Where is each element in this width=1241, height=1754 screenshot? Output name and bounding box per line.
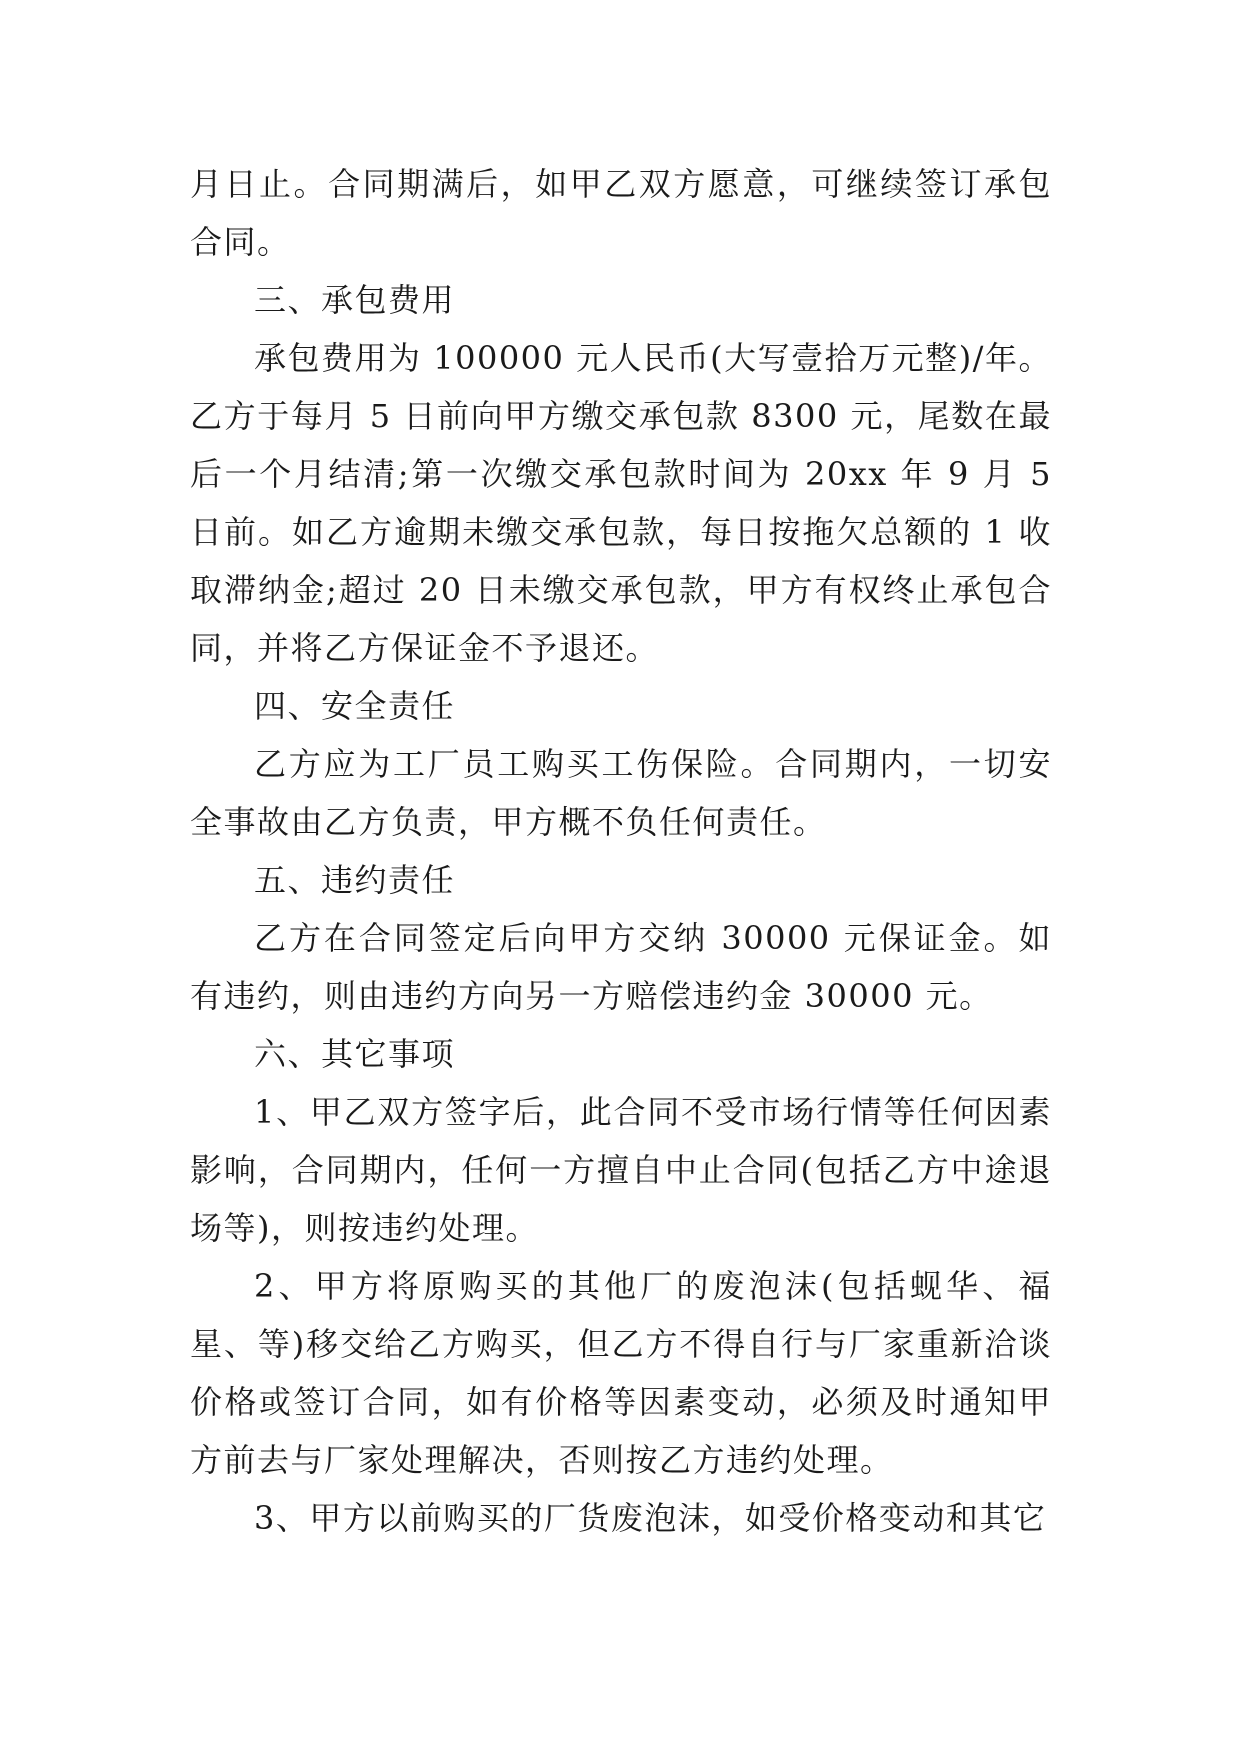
paragraph-other-matters-3: 3、甲方以前购买的厂货废泡沫，如受价格变动和其它 [254,1499,1047,1537]
paragraph-other-matters-1: 1、甲乙双方签字后，此合同不受市场行情等任何因素影响，合同期内，任何一方擅自中止合同(包括乙方中途退场等)，则按违约处理。 [190,1093,1052,1247]
paragraph-breach-liability: 乙方在合同签定后向甲方交纳 30000 元保证金。如有违约，则由违约方向另一方赔偿违约金 30000 元。 [190,919,1052,1015]
heading-safety-responsibility: 四、安全责任 [254,687,456,725]
paragraph-safety-responsibility: 乙方应为工厂员工购买工伤保险。合同期内，一切安全事故由乙方负责，甲方概不负任何责任。 [190,745,1052,841]
heading-contract-fee: 三、承包费用 [254,281,456,319]
heading-other-matters: 六、其它事项 [254,1035,456,1073]
paragraph-contract-fee: 承包费用为 100000 元人民币(大写壹拾万元整)/年。乙方于每月 5 日前向甲方缴交承包款 8300 元，尾数在最后一个月结清;第一次缴交承包款时间为 20xx 年 9 月 5 日前。如乙方逾期未缴交承包款，每日按拖欠总额的 1 收取滞纳金;超过 20 日未缴交承包款，甲方有权终止承包合同，并将乙方保证金不予退还。 [190,339,1052,667]
paragraph-other-matters-2: 2、甲方将原购买的其他厂的废泡沫(包括蚬华、福星、等)移交给乙方购买，但乙方不得自行与厂家重新洽谈价格或签订合同，如有价格等因素变动，必须及时通知甲方前去与厂家处理解决，否则按乙方违约处理。 [190,1267,1052,1479]
heading-breach-liability: 五、违约责任 [254,861,456,899]
document-body [190,155,1052,1547]
paragraph-contract-term-end: 月日止。合同期满后，如甲乙双方愿意，可继续签订承包合同。 [190,165,1052,261]
